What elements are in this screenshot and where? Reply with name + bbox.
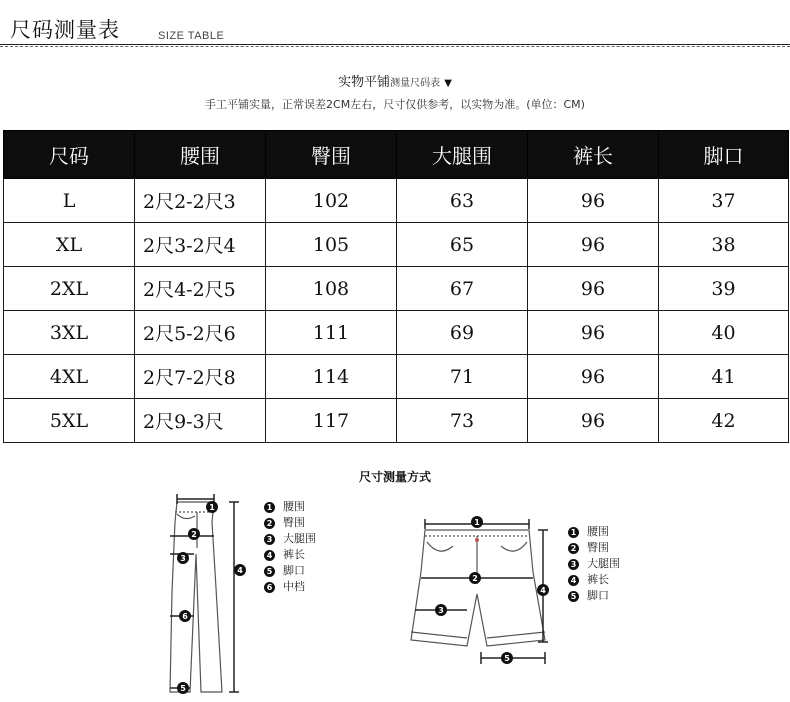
table-row	[4, 399, 789, 443]
cell-size: 3XL	[4, 311, 135, 355]
intro-heading-main: 实物平铺	[338, 75, 391, 90]
cell-hip: 117	[266, 399, 397, 443]
cell-size: 4XL	[4, 355, 135, 399]
svg-text:2: 2	[472, 574, 478, 583]
legend-number: 1	[264, 502, 275, 513]
table-row	[4, 267, 789, 311]
legend-label: 裤长	[283, 548, 305, 561]
cell-length: 96	[528, 267, 659, 311]
legend-item	[264, 499, 316, 515]
cell-waist: 2尺4-2尺5	[135, 267, 266, 311]
table-row	[4, 311, 789, 355]
legend-number: 4	[568, 575, 579, 586]
shorts-legend	[568, 524, 620, 604]
cell-hem: 37	[659, 179, 789, 223]
cell-hip: 105	[266, 223, 397, 267]
header-waist: 腰围	[135, 131, 266, 179]
cell-size: 5XL	[4, 399, 135, 443]
svg-text:5: 5	[504, 654, 510, 663]
cell-length: 96	[528, 355, 659, 399]
cell-thigh: 67	[397, 267, 528, 311]
cell-waist: 2尺9-3尺	[135, 399, 266, 443]
cell-length: 96	[528, 311, 659, 355]
legend-label: 臀围	[283, 516, 305, 529]
svg-text:3: 3	[438, 606, 444, 615]
legend-number: 3	[264, 534, 275, 545]
intro-heading-small: 测量尺码表	[390, 78, 441, 89]
legend-number: 4	[264, 550, 275, 561]
header-hip: 臀围	[266, 131, 397, 179]
shorts-diagram	[405, 512, 555, 672]
cell-hip: 111	[266, 311, 397, 355]
down-triangle-icon: ▼	[444, 78, 452, 89]
cell-hip: 102	[266, 179, 397, 223]
legend-label: 大腿围	[283, 532, 316, 545]
cell-thigh: 63	[397, 179, 528, 223]
legend-item	[264, 579, 316, 595]
cell-size: L	[4, 179, 135, 223]
cell-thigh: 71	[397, 355, 528, 399]
cell-length: 96	[528, 223, 659, 267]
legend-item	[568, 540, 620, 556]
legend-item	[568, 588, 620, 604]
svg-text:3: 3	[180, 554, 186, 563]
legend-label: 中档	[283, 580, 305, 593]
legend-label: 腰围	[587, 525, 609, 538]
header-hem: 脚口	[659, 131, 789, 179]
legend-number: 3	[568, 559, 579, 570]
legend-label: 脚口	[587, 589, 609, 602]
size-table	[3, 130, 789, 443]
svg-text:2: 2	[191, 530, 197, 539]
svg-text:1: 1	[209, 503, 215, 512]
legend-number: 5	[264, 566, 275, 577]
cell-hip: 114	[266, 355, 397, 399]
legend-item	[264, 547, 316, 563]
legend-number: 5	[568, 591, 579, 602]
cell-waist: 2尺3-2尺4	[135, 223, 266, 267]
cell-size: XL	[4, 223, 135, 267]
cell-hem: 38	[659, 223, 789, 267]
cell-waist: 2尺2-2尺3	[135, 179, 266, 223]
svg-text:4: 4	[540, 586, 546, 595]
header-size: 尺码	[4, 131, 135, 179]
legend-item	[264, 531, 316, 547]
legend-number: 1	[568, 527, 579, 538]
cell-hem: 40	[659, 311, 789, 355]
svg-text:5: 5	[180, 684, 186, 693]
legend-number: 2	[264, 518, 275, 529]
cell-length: 96	[528, 399, 659, 443]
cell-hem: 41	[659, 355, 789, 399]
cell-thigh: 65	[397, 223, 528, 267]
cell-hem: 39	[659, 267, 789, 311]
legend-number: 6	[264, 582, 275, 593]
legend-item	[264, 563, 316, 579]
table-row	[4, 355, 789, 399]
legend-label: 臀围	[587, 541, 609, 554]
legend-label: 脚口	[283, 564, 305, 577]
header-length: 裤长	[528, 131, 659, 179]
pants-diagram	[150, 492, 260, 700]
legend-item	[568, 556, 620, 572]
legend-item	[568, 524, 620, 540]
cell-size: 2XL	[4, 267, 135, 311]
legend-item	[568, 572, 620, 588]
page-subtitle-en: SIZE TABLE	[158, 30, 225, 42]
pants-legend	[264, 499, 316, 595]
table-row	[4, 179, 789, 223]
table-row	[4, 223, 789, 267]
cell-length: 96	[528, 179, 659, 223]
legend-label: 大腿围	[587, 557, 620, 570]
legend-item	[264, 515, 316, 531]
cell-hip: 108	[266, 267, 397, 311]
svg-text:1: 1	[474, 518, 480, 527]
intro-heading	[0, 71, 790, 90]
page-header	[10, 6, 782, 46]
cell-waist: 2尺7-2尺8	[135, 355, 266, 399]
size-table-header-row	[4, 131, 789, 179]
header-divider	[0, 44, 790, 47]
svg-text:4: 4	[237, 566, 243, 575]
legend-label: 裤长	[587, 573, 609, 586]
measure-title: 尺寸测量方式	[358, 470, 431, 484]
legend-label: 腰围	[283, 500, 305, 513]
page-title: 尺码测量表	[10, 18, 120, 42]
svg-text:6: 6	[182, 612, 188, 621]
intro-note: 手工平铺实量，正常误差2CM左右，尺寸仅供参考，以实物为准。(单位：CM)	[205, 98, 585, 111]
cell-thigh: 73	[397, 399, 528, 443]
cell-waist: 2尺5-2尺6	[135, 311, 266, 355]
cell-thigh: 69	[397, 311, 528, 355]
legend-number: 2	[568, 543, 579, 554]
cell-hem: 42	[659, 399, 789, 443]
header-thigh: 大腿围	[397, 131, 528, 179]
